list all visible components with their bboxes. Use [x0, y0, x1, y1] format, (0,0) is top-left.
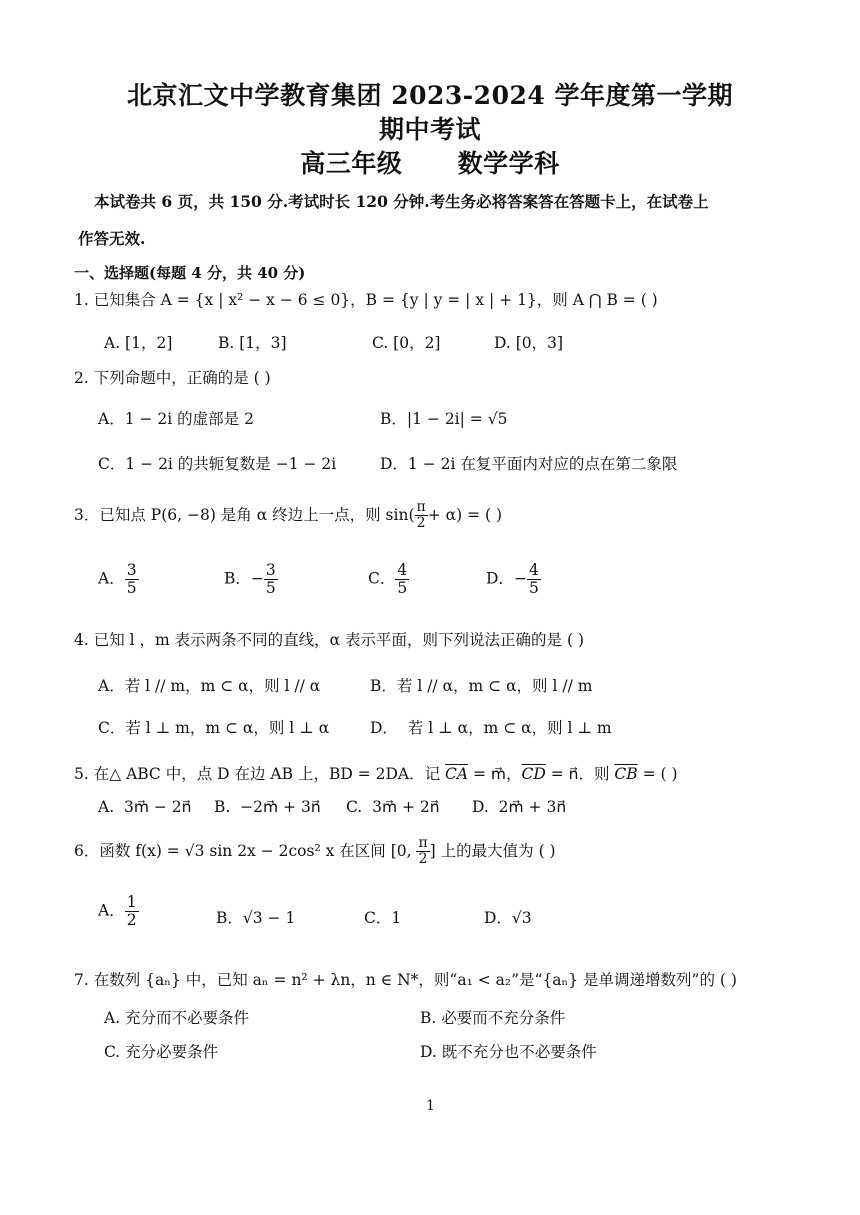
question-5-mid2: = n⃗．则 — [545, 765, 615, 783]
question-5-stem-b: = ( ) — [637, 765, 678, 783]
question-6-frac-den: 2 — [418, 851, 428, 868]
option-sign: − — [513, 569, 527, 588]
question-4-option-a: A．若 l // m，m ⊂ α，则 l // α — [98, 677, 321, 695]
question-6-option-c: C．1 — [364, 909, 402, 927]
question-4-stem: 4. 已知 l ，m 表示两条不同的直线，α 表示平面，则下列说法正确的是 ( ) — [74, 631, 584, 649]
question-7-option-c: C. 充分必要条件 — [104, 1043, 219, 1061]
option-label: A． — [98, 901, 125, 920]
question-3-frac-den: 2 — [416, 515, 426, 532]
question-6-stem-b: ] 上的最大值为 ( ) — [429, 841, 556, 860]
question-3-option-d — [486, 562, 541, 597]
question-3-option-b — [224, 562, 278, 597]
exam-title-line3: 高三年级 数学学科 — [300, 149, 560, 178]
option-den: 5 — [126, 579, 137, 598]
option-label: A． — [98, 569, 125, 588]
question-4-option-d: D． 若 l ⊥ α，m ⊂ α，则 l ⊥ m — [370, 719, 612, 737]
question-1-option-d: D. [0，3] — [494, 334, 564, 352]
question-6-stem — [74, 836, 556, 868]
question-5-stem — [74, 762, 678, 784]
question-5-stem-a: 5. 在△ ABC 中，点 D 在边 AB 上，BD = 2DA．记 — [74, 765, 446, 783]
question-6-option-b: B．√3 − 1 — [216, 909, 296, 927]
option-label: D． — [486, 569, 514, 588]
question-7-option-b: B. 必要而不充分条件 — [420, 1009, 566, 1027]
option-num: 1 — [126, 893, 137, 911]
option-den: 5 — [265, 579, 276, 598]
option-num: 3 — [265, 561, 276, 579]
question-3-stem — [74, 500, 502, 532]
option-num: 4 — [528, 561, 539, 579]
section-heading: 一、选择题(每题 4 分，共 40 分) — [74, 264, 306, 282]
vector-ca: $\overline{CA}$ — [445, 765, 469, 783]
option-num: 4 — [397, 561, 408, 579]
question-5-mid1: = m⃗， — [468, 765, 522, 783]
option-label: C． — [368, 569, 396, 588]
question-3-option-c — [368, 562, 409, 597]
question-6-stem-a: 6．函数 f(x) = √3 sin 2x − 2cos² x 在区间 [0, — [74, 841, 417, 860]
question-6-frac-num: π — [418, 835, 428, 851]
question-3-option-a — [98, 562, 139, 597]
question-6-option-d: D．√3 — [484, 909, 532, 927]
question-2-stem: 2. 下列命题中，正确的是 ( ) — [74, 369, 271, 387]
exam-title-line1: 北京汇文中学教育集团 2023-2024 学年度第一学期 — [127, 81, 733, 110]
question-2-option-a: A．1 − 2i 的虚部是 2 — [98, 410, 254, 428]
question-5-option-c: C. 3m⃗ + 2n⃗ — [346, 798, 440, 816]
option-den: 2 — [126, 911, 137, 930]
option-den: 5 — [528, 579, 539, 598]
question-1-option-b: B. [1，3] — [218, 334, 287, 352]
exam-title-line2: 期中考试 — [378, 115, 481, 144]
question-4-option-c: C．若 l ⊥ m，m ⊂ α，则 l ⊥ α — [98, 719, 330, 737]
question-6-option-a — [98, 894, 139, 929]
page-number: 1 — [426, 1098, 435, 1114]
question-1-option-a: A. [1，2] — [104, 334, 173, 352]
question-3-frac-num: π — [416, 499, 426, 515]
question-2-option-d: D．1 − 2i 在复平面内对应的点在第二象限 — [380, 455, 678, 473]
vector-cb: $\overline{CB}$ — [614, 765, 638, 783]
question-7-option-a: A. 充分而不必要条件 — [104, 1009, 250, 1027]
question-3-stem-b: + α) = ( ) — [427, 505, 502, 524]
option-label: B． — [224, 569, 251, 588]
question-4-option-b: B．若 l // α，m ⊂ α，则 l // m — [370, 677, 593, 695]
question-5-option-b: B. −2m⃗ + 3n⃗ — [214, 798, 321, 816]
intro-line2: 作答无效. — [78, 229, 146, 248]
vector-cd: $\overline{CD}$ — [521, 765, 546, 783]
question-2-option-b: B．|1 − 2i| = √5 — [380, 410, 508, 428]
question-7-option-d: D. 既不充分也不必要条件 — [420, 1043, 597, 1061]
option-sign: − — [250, 569, 264, 588]
question-5-option-d: D. 2m⃗ + 3n⃗ — [472, 798, 567, 816]
question-7-stem: 7. 在数列 {aₙ} 中，已知 aₙ = n² + λn，n ∈ N*，则“a₁ < a₂”是“{aₙ} 是单调递增数列”的 ( ) — [74, 971, 737, 989]
question-2-option-c: C．1 − 2i 的共轭复数是 −1 − 2i — [98, 455, 337, 473]
question-1-stem: 1. 已知集合 A = {x | x² − x − 6 ≤ 0}，B = {y | y = | x | + 1}，则 A ⋂ B = ( ) — [74, 291, 658, 309]
intro-line1: 本试卷共 6 页，共 150 分.考试时长 120 分钟.考生务必将答案答在答题卡上，在试卷上 — [94, 192, 709, 211]
question-1-option-c: C. [0，2] — [372, 334, 441, 352]
question-3-stem-a: 3．已知点 P(6, −8) 是角 α 终边上一点，则 sin( — [74, 505, 415, 524]
option-den: 5 — [397, 579, 408, 598]
question-5-option-a: A. 3m⃗ − 2n⃗ — [98, 798, 192, 816]
option-num: 3 — [126, 561, 137, 579]
